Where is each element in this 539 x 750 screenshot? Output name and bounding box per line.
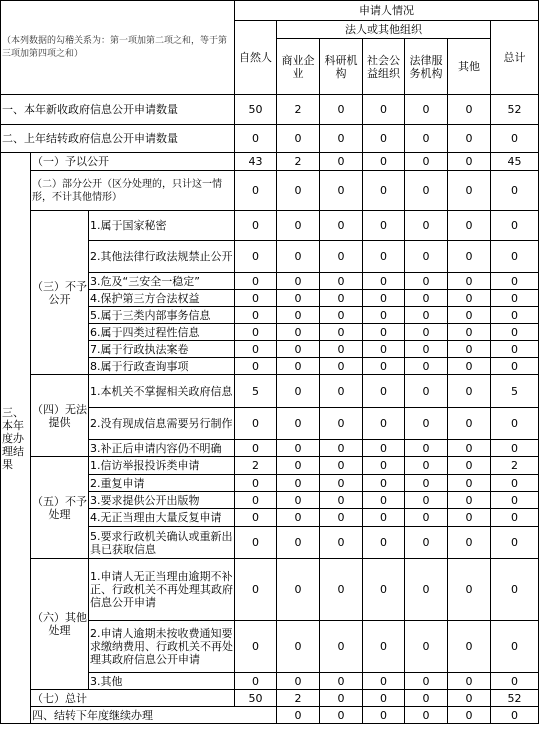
- cell-research: 0: [320, 375, 363, 408]
- cell-legal-service: 0: [405, 527, 448, 559]
- cell-social: 0: [363, 307, 405, 324]
- header-note: （本列数据的勾稽关系为：第一项加第二项之和，等于第三项加第四项之和）: [1, 1, 235, 95]
- cell-business: 0: [277, 290, 320, 307]
- cell-legal-service: 0: [405, 341, 448, 358]
- cell-total: 0: [491, 440, 539, 457]
- cell-research: 0: [320, 324, 363, 341]
- cell-natural: 0: [235, 408, 277, 440]
- cell-other: 0: [448, 307, 491, 324]
- row-label: 2.其他法律行政法规禁止公开: [89, 241, 235, 273]
- cell-research: 0: [320, 621, 363, 673]
- cell-total: 5: [491, 375, 539, 408]
- cell-business: 0: [277, 408, 320, 440]
- cell-business: 0: [320, 707, 363, 724]
- cell-total: 0: [491, 241, 539, 273]
- cell-legal-service: 0: [405, 358, 448, 375]
- legal-entity-group-header: 法人或其他组织: [277, 21, 491, 39]
- cell-total: 52: [491, 95, 539, 125]
- row-label: 1.信访举报投诉类申请: [89, 457, 235, 475]
- cell-other: 0: [448, 673, 491, 690]
- cell-other: 0: [448, 457, 491, 475]
- cell-research: 0: [320, 358, 363, 375]
- cell-total: 0: [491, 475, 539, 492]
- col-legal-service: 法律服务机构: [405, 39, 448, 95]
- cell-social: 0: [363, 95, 405, 125]
- cell-total: 0: [491, 492, 539, 509]
- cell-total: 0: [491, 273, 539, 290]
- row-label: 3.补正后申请内容仍不明确: [89, 440, 235, 457]
- cell-business: 0: [277, 125, 320, 153]
- cell-social: 0: [363, 492, 405, 509]
- cell-social: 0: [405, 707, 448, 724]
- cell-total: 0: [491, 341, 539, 358]
- col-social-welfare: 社会公益组织: [363, 39, 405, 95]
- cell-other: 0: [448, 241, 491, 273]
- col-research: 科研机构: [320, 39, 363, 95]
- cell-legal-service: 0: [405, 408, 448, 440]
- row-label: （七）总计: [31, 690, 235, 707]
- cell-natural: 0: [235, 509, 277, 527]
- cell-other: 0: [448, 153, 491, 171]
- cell-total: 0: [491, 307, 539, 324]
- cell-social: 0: [363, 559, 405, 621]
- applicant-status-header: 申请人情况: [235, 1, 539, 21]
- row-label: 二、上年结转政府信息公开申请数量: [1, 125, 235, 153]
- cell-social: 0: [363, 125, 405, 153]
- cell-other: 0: [448, 358, 491, 375]
- row-label: 2.重复申请: [89, 475, 235, 492]
- cell-natural: 0: [235, 171, 277, 211]
- col-total: 总计: [491, 21, 539, 95]
- cell-business: 0: [277, 171, 320, 211]
- cell-legal-service: 0: [405, 211, 448, 241]
- cell-social: 0: [363, 341, 405, 358]
- section3-label: 三、本年度办理结果: [1, 153, 31, 724]
- cell-natural: 0: [235, 241, 277, 273]
- cell-research: 0: [320, 273, 363, 290]
- cell-research: 0: [320, 125, 363, 153]
- cell-other: 0: [448, 324, 491, 341]
- cell-legal-service: 0: [405, 125, 448, 153]
- cell-business: 0: [277, 509, 320, 527]
- row-carry-next: [1, 707, 539, 724]
- cell-legal-service: 0: [405, 95, 448, 125]
- cell-legal-service: 0: [405, 324, 448, 341]
- cell-research: 0: [320, 341, 363, 358]
- cell-business: 0: [277, 475, 320, 492]
- cell-natural: 43: [235, 153, 277, 171]
- cell-social: 0: [363, 509, 405, 527]
- row-unable-1: [1, 375, 539, 408]
- cell-social: 0: [363, 375, 405, 408]
- cell-total: 0: [491, 125, 539, 153]
- cell-other: 0: [448, 408, 491, 440]
- cell-business: 0: [277, 673, 320, 690]
- cell-legal-service: 0: [405, 509, 448, 527]
- col-other: 其他: [448, 39, 491, 95]
- cell-total: 0: [491, 673, 539, 690]
- cell-other: 0: [448, 171, 491, 211]
- deny-group-label: （三）不予公开: [31, 211, 89, 375]
- cell-legal-service: 0: [405, 457, 448, 475]
- cell-social: 0: [363, 527, 405, 559]
- row-new-requests: [1, 95, 539, 125]
- row-label: 一、本年新收政府信息公开申请数量: [1, 95, 235, 125]
- cell-natural: 0: [235, 559, 277, 621]
- cell-research: 0: [320, 408, 363, 440]
- cell-legal-service: 0: [448, 707, 491, 724]
- cell-other: 0: [448, 375, 491, 408]
- cell-research: 0: [320, 153, 363, 171]
- cell-business: 0: [277, 324, 320, 341]
- cell-research: 0: [320, 673, 363, 690]
- cell-other: 0: [448, 509, 491, 527]
- cell-natural: 0: [235, 358, 277, 375]
- row-label: （二）部分公开（区分处理的，只计这一情形，不计其他情形）: [31, 171, 235, 211]
- cell-legal-service: 0: [405, 153, 448, 171]
- cell-business: 0: [277, 492, 320, 509]
- cell-business: 0: [277, 273, 320, 290]
- row-label: 1.属于国家秘密: [89, 211, 235, 241]
- cell-legal-service: 0: [405, 559, 448, 621]
- row-deny-1: [1, 211, 539, 241]
- cell-other: 0: [448, 621, 491, 673]
- row-total: [1, 690, 539, 707]
- cell-natural: 0: [235, 527, 277, 559]
- row-grant: [1, 153, 539, 171]
- cell-legal-service: 0: [405, 290, 448, 307]
- cell-natural: 0: [235, 290, 277, 307]
- row-label: 8.属于行政查询事项: [89, 358, 235, 375]
- cell-social: 0: [363, 273, 405, 290]
- row-label: 1.本机关不掌握相关政府信息: [89, 375, 235, 408]
- cell-legal-service: 0: [405, 273, 448, 290]
- cell-business: 2: [277, 95, 320, 125]
- cell-total: 0: [491, 408, 539, 440]
- cell-social: 0: [363, 475, 405, 492]
- cell-research: 0: [320, 171, 363, 211]
- cell-total: 0: [491, 621, 539, 673]
- cell-total: 0: [491, 324, 539, 341]
- cell-total: 0: [491, 290, 539, 307]
- cell-other: 0: [448, 341, 491, 358]
- row-label: 四、结转下年度继续办理: [31, 707, 277, 724]
- row-label: 4.保护第三方合法权益: [89, 290, 235, 307]
- row-otherprocess-1: [1, 559, 539, 621]
- cell-social: 0: [363, 457, 405, 475]
- cell-social: 0: [363, 324, 405, 341]
- cell-natural: 0: [235, 307, 277, 324]
- cell-total: 2: [491, 457, 539, 475]
- cell-natural: 0: [235, 341, 277, 358]
- unable-group-label: （四）无法提供: [31, 375, 89, 457]
- cell-total: 0: [491, 559, 539, 621]
- row-noprocess-1: [1, 457, 539, 475]
- cell-research: 0: [320, 559, 363, 621]
- cell-other: 0: [448, 559, 491, 621]
- cell-business: 0: [277, 457, 320, 475]
- cell-natural: 0: [235, 324, 277, 341]
- cell-business: 0: [277, 375, 320, 408]
- row-label: 3.要求提供公开出版物: [89, 492, 235, 509]
- row-label: 3.其他: [89, 673, 235, 690]
- row-label: 2.没有现成信息需要另行制作: [89, 408, 235, 440]
- cell-social: 0: [363, 171, 405, 211]
- cell-social: 0: [363, 241, 405, 273]
- cell-business: 0: [277, 307, 320, 324]
- cell-social: 0: [363, 408, 405, 440]
- row-label: 5.属于三类内部事务信息: [89, 307, 235, 324]
- cell-research: 0: [320, 457, 363, 475]
- col-business: 商业企业: [277, 39, 320, 95]
- row-label: 2.申请人逾期未按收费通知要求缴纳费用、行政机关不再处理其政府信息公开申请: [89, 621, 235, 673]
- cell-social: 0: [363, 673, 405, 690]
- cell-research: 0: [320, 95, 363, 125]
- row-carry-over: [1, 125, 539, 153]
- cell-business: 0: [277, 241, 320, 273]
- cell-business: 0: [277, 211, 320, 241]
- cell-legal-service: 0: [405, 690, 448, 707]
- cell-research: 0: [363, 707, 405, 724]
- cell-legal-service: 0: [405, 375, 448, 408]
- row-label: （一）予以公开: [31, 153, 235, 171]
- cell-other: 0: [448, 492, 491, 509]
- cell-natural: 50: [235, 95, 277, 125]
- cell-business: 2: [277, 153, 320, 171]
- cell-legal-service: 0: [405, 673, 448, 690]
- cell-other: 0: [448, 95, 491, 125]
- cell-total: 0: [491, 171, 539, 211]
- cell-research: 0: [320, 307, 363, 324]
- cell-other: 0: [448, 273, 491, 290]
- cell-research: 0: [320, 492, 363, 509]
- cell-research: 0: [320, 241, 363, 273]
- cell-business: 0: [277, 341, 320, 358]
- cell-total: 0: [491, 211, 539, 241]
- cell-natural: 0: [235, 273, 277, 290]
- noprocess-group-label: （五）不予处理: [31, 457, 89, 559]
- cell-legal-service: 0: [405, 241, 448, 273]
- cell-total: 52: [491, 690, 539, 707]
- row-partial: [1, 171, 539, 211]
- cell-research: 0: [320, 290, 363, 307]
- cell-social: 0: [363, 440, 405, 457]
- cell-natural: 0: [235, 211, 277, 241]
- cell-legal-service: 0: [405, 475, 448, 492]
- cell-other: 0: [448, 211, 491, 241]
- cell-business: 0: [277, 358, 320, 375]
- cell-natural: 5: [235, 375, 277, 408]
- cell-legal-service: 0: [405, 440, 448, 457]
- cell-research: 0: [320, 475, 363, 492]
- cell-other: 0: [448, 690, 491, 707]
- cell-natural: 0: [235, 673, 277, 690]
- cell-business: 0: [277, 440, 320, 457]
- cell-social: 0: [363, 690, 405, 707]
- cell-legal-service: 0: [405, 621, 448, 673]
- row-label: 3.危及“三安全一稳定”: [89, 273, 235, 290]
- cell-business: 2: [277, 690, 320, 707]
- cell-other: 0: [448, 290, 491, 307]
- cell-legal-service: 0: [405, 492, 448, 509]
- cell-social: 0: [363, 153, 405, 171]
- col-natural-person: 自然人: [235, 21, 277, 95]
- cell-other: 0: [448, 125, 491, 153]
- cell-social: 0: [363, 290, 405, 307]
- cell-natural: 0: [235, 475, 277, 492]
- cell-natural: 0: [235, 440, 277, 457]
- cell-social: 0: [363, 621, 405, 673]
- cell-business: 0: [277, 621, 320, 673]
- row-label: 4.无正当理由大量反复申请: [89, 509, 235, 527]
- cell-other: 0: [448, 440, 491, 457]
- cell-research: 0: [320, 509, 363, 527]
- cell-total: 0: [491, 527, 539, 559]
- cell-other: 0: [491, 707, 539, 724]
- cell-natural: 0: [235, 125, 277, 153]
- cell-social: 0: [363, 211, 405, 241]
- cell-natural: 0: [235, 492, 277, 509]
- row-label: 5.要求行政机关确认或重新出具已获取信息: [89, 527, 235, 559]
- cell-other: 0: [448, 527, 491, 559]
- cell-research: 0: [320, 440, 363, 457]
- cell-research: 0: [320, 690, 363, 707]
- cell-natural: 2: [235, 457, 277, 475]
- cell-social: 0: [363, 358, 405, 375]
- cell-natural: 0: [235, 621, 277, 673]
- otherprocess-group-label: （六）其他处理: [31, 559, 89, 690]
- cell-natural: 0: [277, 707, 320, 724]
- cell-legal-service: 0: [405, 171, 448, 211]
- cell-total: 0: [491, 509, 539, 527]
- cell-legal-service: 0: [405, 307, 448, 324]
- cell-research: 0: [320, 527, 363, 559]
- cell-research: 0: [320, 211, 363, 241]
- cell-natural: 50: [235, 690, 277, 707]
- row-label: 1.申请人无正当理由逾期不补正、行政机关不再处理其政府信息公开申请: [89, 559, 235, 621]
- cell-total: 45: [491, 153, 539, 171]
- row-label: 7.属于行政执法案卷: [89, 341, 235, 358]
- cell-other: 0: [448, 475, 491, 492]
- cell-total: 0: [491, 358, 539, 375]
- cell-business: 0: [277, 559, 320, 621]
- row-label: 6.属于四类过程性信息: [89, 324, 235, 341]
- cell-business: 0: [277, 527, 320, 559]
